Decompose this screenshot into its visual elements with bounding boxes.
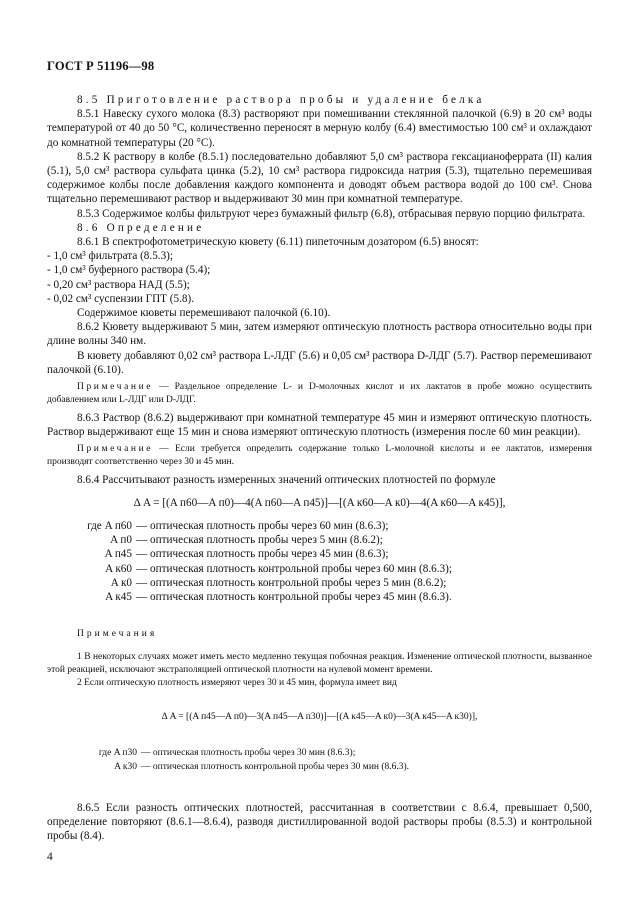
legend-symbol: A к60 bbox=[105, 562, 132, 575]
paragraph-8-5-3: 8.5.3 Содержимое колбы фильтруют через бумажный фильтр (6.8), отбрасывая первую порцию фильтрата. bbox=[77, 207, 586, 220]
paragraph-8-6-4: 8.6.4 Рассчитывают разность измеренных значений оптических плотностей по формуле bbox=[77, 473, 496, 486]
reagent-list bbox=[47, 249, 592, 306]
formula-main: Δ A = [(A п60—A п0)—4(A п60—A п45)]—[(A к60—A к0)—4(A к60—A к45)], bbox=[133, 496, 506, 509]
paragraph-mix: Содержимое кюветы перемешивают палочкой (6.10). bbox=[77, 307, 331, 320]
legend-intro: где bbox=[87, 520, 102, 533]
legend-text: — оптическая плотность пробы через 45 мин (8.6.3); bbox=[136, 548, 389, 561]
paragraph-8-6-2b: В кювету добавляют 0,02 см³ раствора L-ЛДГ (5.6) и 0,05 см³ раствора D-ЛДГ (5.7). Раствор перемешивают палочкой (6.10). bbox=[47, 349, 592, 376]
legend-row bbox=[69, 547, 592, 561]
note-item-1: 1 В некоторых случаях может иметь место медленно текущая побочная реакция. Изменение оптической плотности, вызванное этой реакцией, исключают экстраполяцией оптической плотности на нулевой момент времени. bbox=[47, 652, 592, 675]
legend-symbol: A п60 bbox=[104, 520, 132, 533]
formula-small: Δ A = [(A п45—A п0)—3(A п45—A п30)]—[(A к45—A к0)—3(A к45—A к30)], bbox=[161, 712, 478, 723]
legend-symbol: A п30 bbox=[113, 748, 137, 759]
list-item: - 0,02 см³ суспензии ГПТ (5.8). bbox=[47, 292, 195, 305]
legend-text: — оптическая плотность контрольной пробы через 30 мин (8.6.3). bbox=[141, 762, 410, 773]
legend-row bbox=[69, 533, 592, 547]
formula-legend bbox=[69, 519, 592, 604]
legend-text: — оптическая плотность контрольной пробы через 5 мин (8.6.2); bbox=[136, 576, 447, 589]
document-header: ГОСТ Р 51196—98 bbox=[47, 59, 155, 73]
list-item: - 1,0 см³ буферного раствора (5.4); bbox=[47, 264, 211, 277]
legend-symbol: A п45 bbox=[104, 548, 132, 561]
legend-symbol: A к30 bbox=[114, 762, 137, 773]
page-number: 4 bbox=[47, 851, 53, 863]
note-2 bbox=[47, 443, 592, 469]
section-8-6-title: 8.6 Определение bbox=[77, 221, 205, 234]
legend-text: — оптическая плотность пробы через 60 мин (8.6.3); bbox=[136, 520, 389, 533]
notes-block bbox=[47, 628, 592, 774]
notes-title: Примечания bbox=[77, 629, 158, 640]
paragraph-8-5-1: 8.5.1 Навеску сухого молока (8.3) растворяют при помешивании стеклянной палочкой (6.9) в 20 см³ воды температурой от 40 до 50 °С, количественно переносят в мерную колбу (6.4) вместимостью 100 см³ и охлаждают до комнатной температуры (20 °С). bbox=[47, 108, 592, 149]
note-label: Примечание bbox=[77, 382, 154, 393]
paragraph-8-6-3: 8.6.3 Раствор (8.6.2) выдерживают при комнатной температуре 45 мин и измеряют оптическую плотность. Раствор выдерживают еще 15 мин и снова измеряют оптическую плотность (измерения после 60 мин реакции). bbox=[47, 411, 592, 438]
legend-symbol: A к45 bbox=[105, 591, 132, 604]
list-item: - 0,20 см³ раствора НАД (5.5); bbox=[47, 278, 190, 291]
paragraph-8-6-2: 8.6.2 Кювету выдерживают 5 мин, затем измеряют оптическую плотность раствора относительно воды при длине волны 340 нм. bbox=[47, 321, 592, 348]
paragraph-8-5-2: 8.5.2 К раствору в колбе (8.5.1) последовательно добавляют 5,0 см³ раствора гексацианоферрата (II) калия (5.1), 5,0 см³ раствора сульфата цинка (5.2), 10 см³ раствора гидроксида натрия (5.3), тщательно перемешивая содержимое колбы после добавления каждого компонента и доводят объем раствора водой до 100 см³. Снова тщательно перемешивают раствор и выдерживают 30 мин при комнатной температуре. bbox=[47, 150, 592, 206]
formula-small-legend bbox=[69, 746, 592, 774]
legend-text: — оптическая плотность пробы через 5 мин (8.6.2); bbox=[136, 534, 383, 547]
legend-row bbox=[69, 746, 592, 760]
paragraph-8-6-1: 8.6.1 В спектрофотометрическую кювету (6.11) пипеточным дозатором (6.5) вносят: bbox=[77, 236, 479, 249]
legend-text: — оптическая плотность контрольной пробы через 45 мин (8.6.3). bbox=[136, 591, 452, 604]
note-label: Примечание bbox=[77, 444, 154, 455]
section-8-5-title: 8.5 Приготовление раствора пробы и удаление белка bbox=[77, 94, 485, 106]
legend-row bbox=[69, 760, 592, 774]
legend-row bbox=[69, 519, 592, 533]
legend-row bbox=[69, 576, 592, 590]
note-text: — Если требуется определить содержание только L-молочной кислоты и ее лактатов, измерения производят соответственно через 30 и 45 мин. bbox=[47, 444, 592, 467]
document-body bbox=[47, 93, 592, 843]
legend-row bbox=[69, 590, 592, 604]
legend-symbol: A к0 bbox=[110, 576, 132, 589]
legend-symbol: A п0 bbox=[110, 534, 132, 547]
legend-intro: где bbox=[98, 748, 112, 759]
list-item: - 1,0 см³ фильтрата (8.5.3); bbox=[47, 250, 174, 263]
legend-row bbox=[69, 562, 592, 576]
note-1 bbox=[47, 381, 592, 407]
legend-text: — оптическая плотность пробы через 30 мин (8.6.3); bbox=[141, 748, 356, 759]
note-item-2: 2 Если оптическую плотность измеряют через 30 и 45 мин, формула имеет вид bbox=[77, 677, 397, 688]
legend-text: — оптическая плотность контрольной пробы через 60 мин (8.6.3); bbox=[136, 562, 452, 575]
note-text: — Раздельное определение L- и D-молочных кислот и их лактатов в пробе можно осуществить добавлением или L-ЛДГ или D-ЛДГ. bbox=[47, 382, 593, 405]
paragraph-8-6-5: 8.6.5 Если разность оптических плотностей, рассчитанная в соответствии с 8.6.4, превышает 0,500, определение повторяют (8.6.1—8.6.4), разводя дистиллированной водой растворы пробы (8.5.3) и контрольной пробы (8.4). bbox=[47, 801, 592, 843]
